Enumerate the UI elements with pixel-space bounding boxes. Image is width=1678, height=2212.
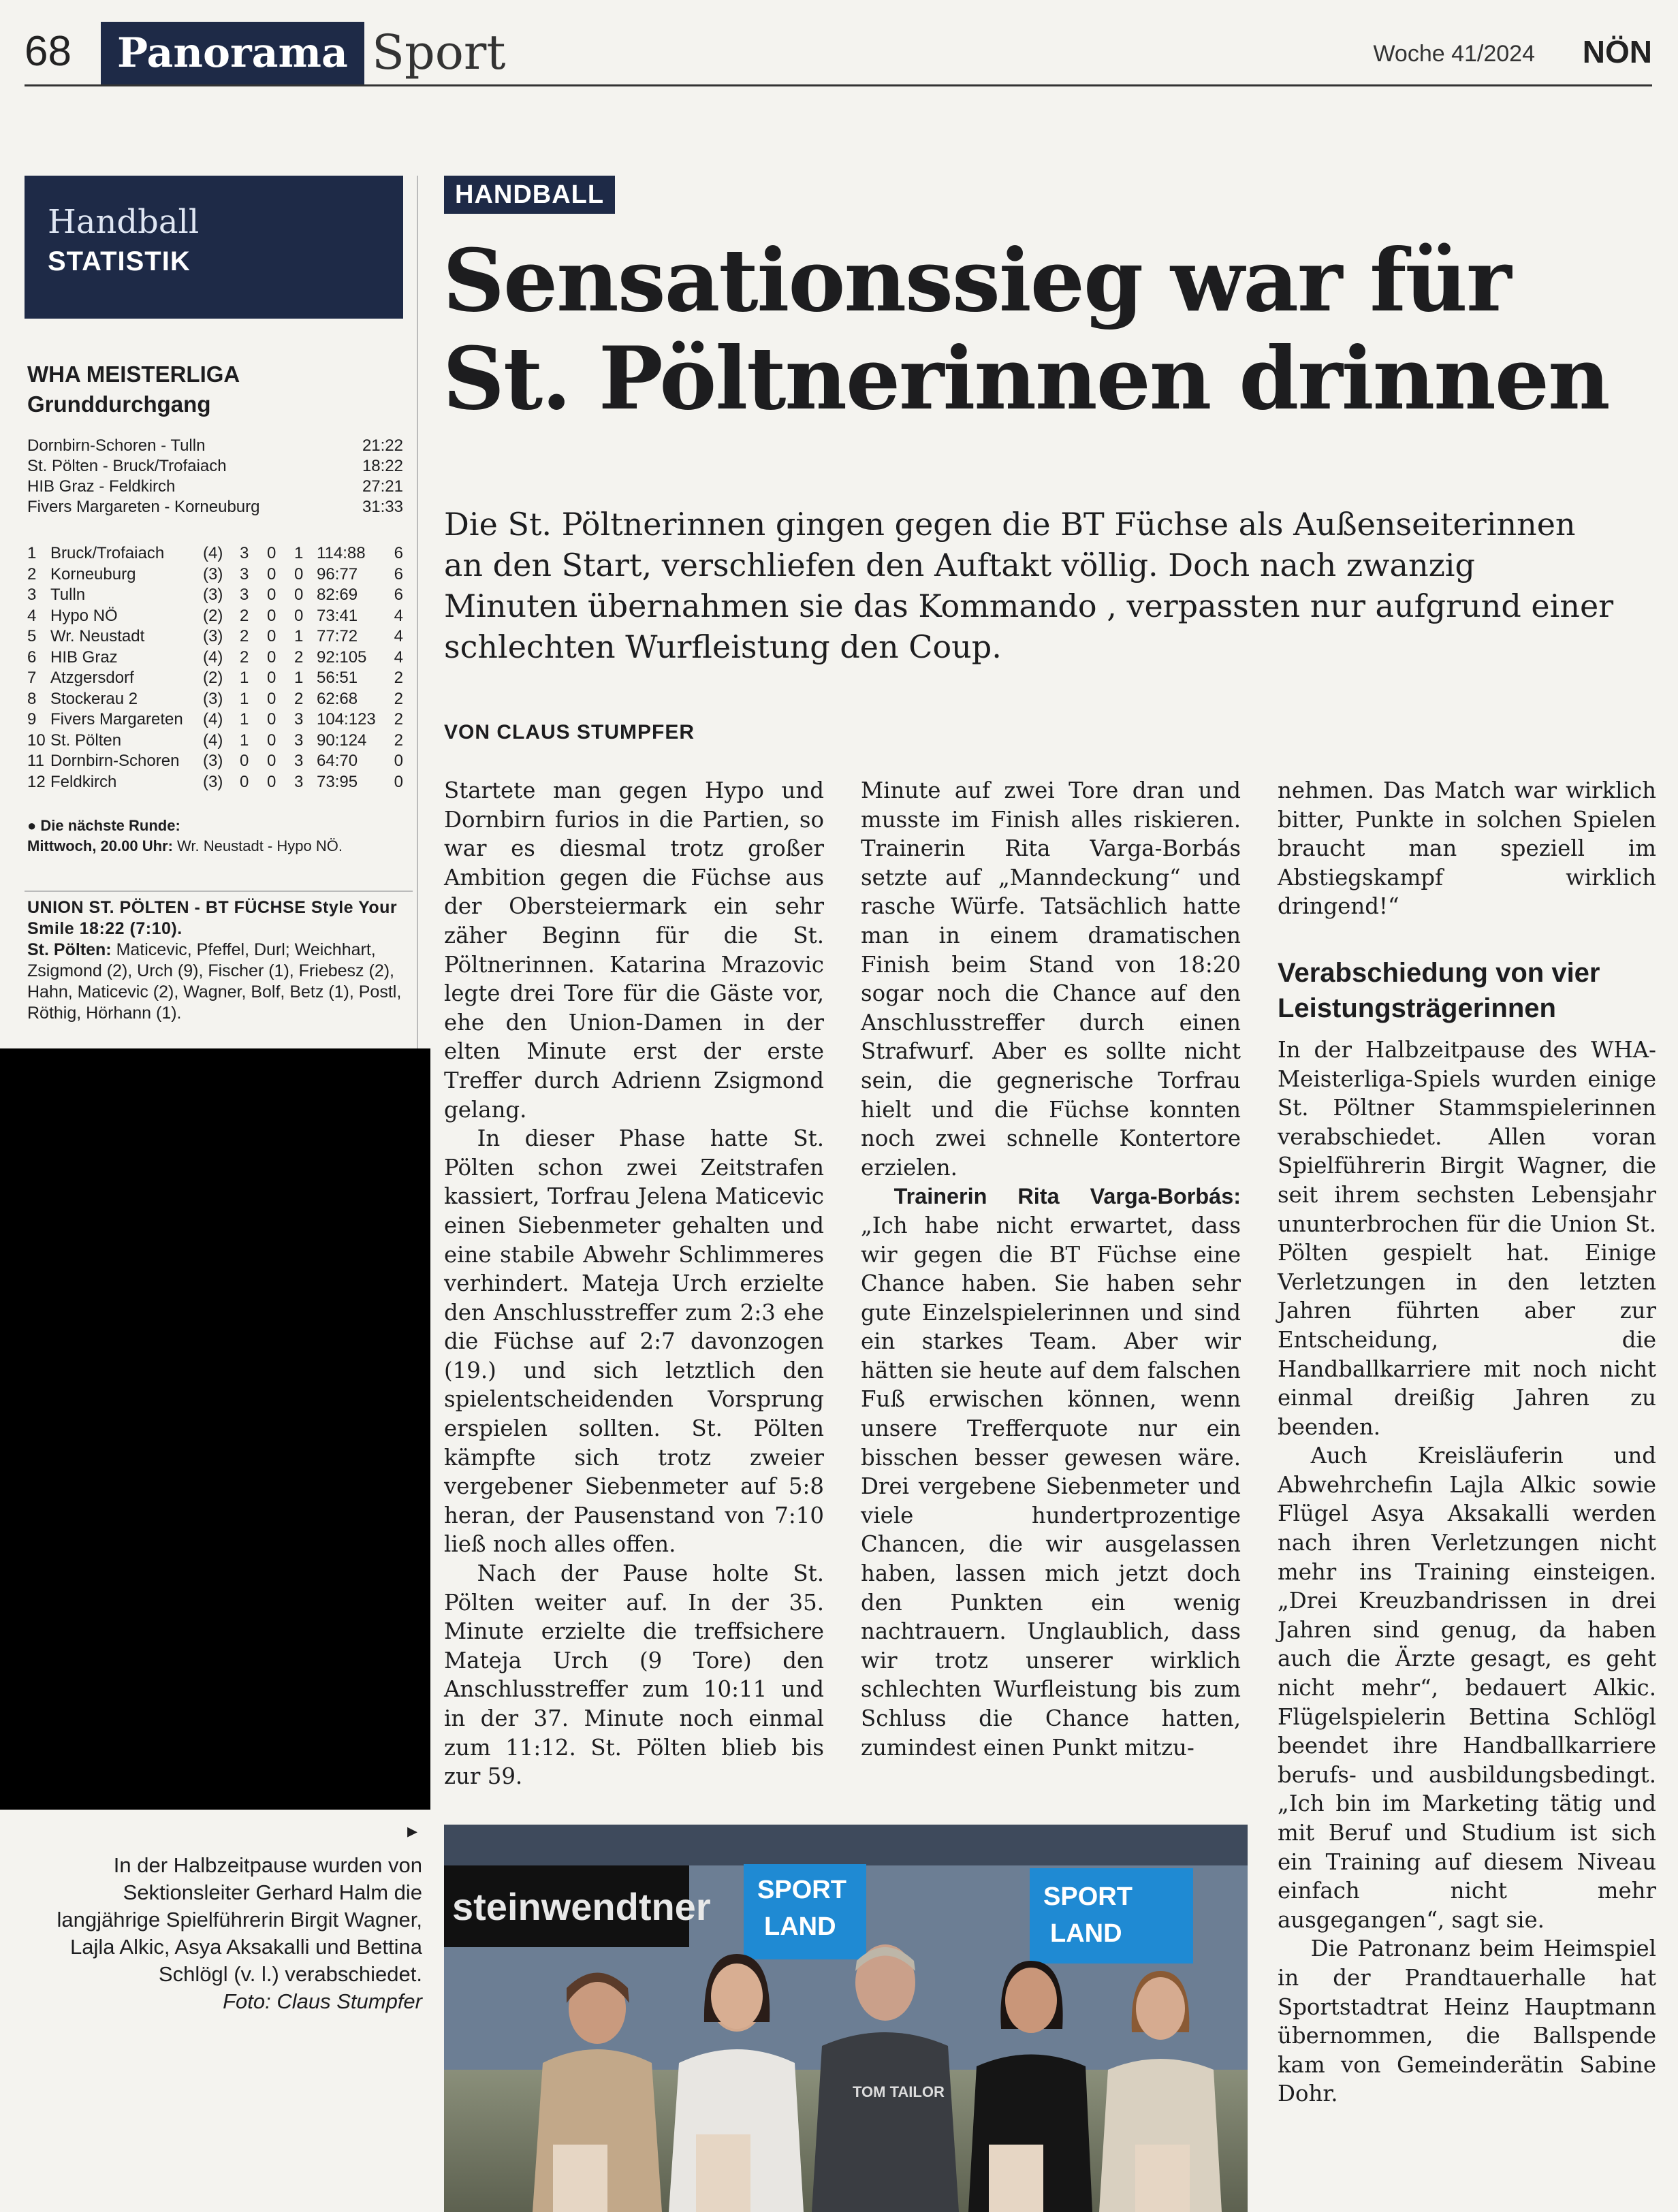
standings-cell-w: 3 [240,586,249,604]
standings-cell-w: 3 [240,544,249,562]
article-paragraph: In der Halbzeitpause des WHA-Meisterliga-Spiels wurden einige St. Pöltner Stammspielerinnen verabschiedet. Allen voran Spielführerin Birgit Wagner, die seit ihrem sechsten Lebensjahr ununterbrochen für die Union St. Pölten gespielt hat. Einige Verletzungen in den letzten Jahren führten aber zur Entscheidung, die Handballkarriere mit noch nicht einmal dreißig Jahren zu beenden. [1278,1036,1656,1440]
quote-speaker: Trainerin Rita Varga-Borbás: [893,1184,1241,1209]
article-paragraph: In dieser Phase hatte St. Pölten schon zwei Zeitstrafen kassiert, Torfrau Jelena Maticevic einen Siebenmeter gehalten und eine stabile Abwehr Schlimmeres verhindert. Mateja Urch erzielte den Anschlusstreffer zum 2:3 ehe die Füchse auf 2:7 davonzogen (19.) und sich letztlich den spielentscheidenden Vorsprung erspielen sollten. St. Pölten kämpfte sich trotz zweier vergebener Siebenmeter auf 5:8 heran, der Pausenstand von 7:10 ließ noch alles offen. [444,1125,824,1558]
article-paragraph: nehmen. Das Match war wirklich bitter, Punkte in solchen Spielen braucht man speziell im Abstiegskampf wirklich dringend!“ [1278,778,1656,920]
result-match: HIB Graz - Feldkirch [27,477,176,496]
article-paragraph: Startete man gegen Hypo und Dornbirn furios in die Partien, so war es diesmal trotz großer Ambition gegen die Füchse aus der Obersteiermark ein sehr zäher Beginn für die St. Pöltnerinnen. Katarina Mrazovic legte drei Tore für die Gäste vor, ehe den Union-Damen in der elten Minute erst der erste Treffer durch Adrienn Zsigmond gelang. [444,778,824,1123]
standings-cell-d: 0 [267,647,276,667]
standings-cell-rank: 8 [27,689,37,708]
standings-cell-d: 0 [267,606,276,625]
standings-cell-l: 2 [294,689,304,708]
standings-cell-l: 2 [294,647,304,667]
standings-cell-rank: 11 [27,752,44,770]
standings-cell-team: Fivers Margareten [50,710,183,728]
standings-row [27,585,403,605]
standings-row [27,543,403,564]
caption-arrow-icon: ▸ [407,1819,418,1843]
standings-cell-w: 3 [240,564,249,583]
standings-cell-rank: 5 [27,627,37,645]
article-column-2 [861,776,1241,1762]
standings-cell-rank: 2 [27,564,37,583]
article-subheading: Verabschiedung von vier Leistungsträgerinnen [1278,957,1600,1023]
bullet-icon: ● [27,817,41,834]
standings-cell-goals: 73:41 [317,606,358,625]
gift-bag [696,2134,750,2212]
standings-cell-d: 0 [267,627,276,645]
caption-text: In der Halbzeitpause wurden von Sektionsleiter Gerhard Halm die langjährige Spielführerin Birgit Wagner, Lajla Alkic, Asya Aksakalli und Bettina Schlögl (v. l.) verabschiedet. [57,1853,422,1986]
photo-ceiling [444,1825,1248,1865]
standings-cell-w: 2 [240,606,249,625]
header-rule [25,84,1652,86]
next-round [27,816,409,856]
section-label: Panorama [101,22,364,84]
sponsor-banner-text: steinwendtner [452,1885,711,1928]
standings-cell-rank: 10 [27,731,46,750]
result-row [27,477,403,497]
land-sign-text: LAND [1050,1919,1122,1948]
standings-cell-goals: 73:95 [317,772,358,791]
standings-cell-rank: 3 [27,586,37,604]
league-name: WHA MEISTERLIGA [27,362,240,387]
standings-cell-pts: 6 [394,586,403,604]
standings-cell-team: Bruck/Trofaiach [50,544,165,562]
result-row [27,456,403,477]
standings-cell-l: 0 [294,586,304,604]
article-column-3 [1278,776,1656,2109]
standings-cell-team: Tulln [50,586,86,604]
standings-cell-w: 1 [240,689,249,708]
gift-bag [989,2145,1043,2212]
standings-cell-l: 0 [294,606,304,625]
standings-cell-rank: 4 [27,606,37,625]
shirt-logo-text: TOM TAILOR [853,2083,945,2100]
standings-cell-played: (4) [203,731,223,750]
standings-cell-played: (3) [203,564,223,583]
result-match: St. Pölten - Bruck/Trofaiach [27,457,227,475]
standings-cell-rank: 6 [27,647,37,667]
standings-cell-played: (4) [203,544,223,562]
standings-cell-l: 3 [294,772,304,791]
standings-cell-d: 0 [267,669,276,687]
standings-cell-rank: 12 [27,772,46,791]
standings-cell-rank: 7 [27,669,37,687]
standings-cell-w: 0 [240,772,249,791]
standings-row [27,709,403,730]
standings-cell-played: (4) [203,710,223,728]
next-round-label: Die nächste Runde: [40,817,180,834]
standings-cell-l: 1 [294,544,304,562]
standings-cell-team: Dornbirn-Schoren [50,752,180,770]
result-score: 21:22 [362,436,403,455]
article-headline: Sensationssieg war für St. Pöltnerinnen drinnen [443,230,1609,429]
standings-cell-w: 2 [240,647,249,667]
standings-row [27,606,403,626]
standings-row [27,731,403,751]
standings-cell-l: 3 [294,710,304,728]
standings-cell-team: Wr. Neustadt [50,627,145,645]
standings-cell-pts: 2 [394,669,403,687]
result-score: 31:33 [362,498,403,516]
redacted-photo [0,1048,430,1810]
standings-cell-d: 0 [267,731,276,750]
standings-cell-played: (3) [203,752,223,770]
standings-cell-played: (3) [203,627,223,645]
standings-cell-team: Feldkirch [50,772,117,791]
article-column-1 [444,776,824,1791]
next-round-match: Wr. Neustadt - Hypo NÖ. [177,837,343,854]
standings-cell-goals: 114:88 [317,544,366,562]
standings-cell-played: (2) [203,606,223,625]
article-paragraph: Nach der Pause holte St. Pölten weiter auf. In der 35. Minute erzielte die treffsichere Mateja Urch (9 Tore) den Anschlusstreffer zum 10:11 und in der 37. Minute noch einmal zum 11:12. St. Pölten blieb bis zur 59. [444,1560,824,1790]
standings-cell-team: HIB Graz [50,647,118,667]
standings-cell-d: 0 [267,689,276,708]
result-match: Dornbirn-Schoren - Tulln [27,436,206,455]
standings-cell-l: 1 [294,669,304,687]
standings-row [27,626,403,647]
league-round: Grunddurchgang [27,391,211,417]
next-round-time: Mittwoch, 20.00 Uhr: [27,837,173,854]
standings-cell-goals: 90:124 [317,731,367,750]
article-byline: VON CLAUS STUMPFER [444,721,695,743]
standings-cell-pts: 4 [394,647,403,667]
standings-cell-pts: 2 [394,731,403,750]
game-lineup: Maticevic, Pfeffel, Durl; Weichhart, Zsigmond (2), Urch (9), Fischer (1), Friebesz (2), Hahn, Maticevic (2), Wagner, Bolf, Betz (1), Postl, Röthig, Hörhann (1). [27,940,402,1023]
standings-cell-goals: 92:105 [317,647,367,667]
standings-cell-w: 1 [240,669,249,687]
team-photo-illustration [444,1825,1248,2212]
result-score: 27:21 [362,477,403,496]
standings-cell-d: 0 [267,710,276,728]
standings-row [27,772,403,792]
standings-cell-goals: 82:69 [317,586,358,604]
standings-cell-w: 2 [240,627,249,645]
standings-cell-team: Korneuburg [50,564,136,583]
standings-cell-rank: 1 [27,544,37,562]
standings-cell-w: 1 [240,731,249,750]
brand-logo: NÖN [1582,34,1652,69]
standings-cell-l: 0 [294,564,304,583]
standings-cell-team: Stockerau 2 [50,689,138,708]
standings-cell-team: St. Pölten [50,731,122,750]
article-kicker: HANDBALL [444,176,615,214]
statistics-box [25,176,403,319]
result-row [27,436,403,456]
standings-cell-played: (3) [203,689,223,708]
standings-cell-goals: 96:77 [317,564,358,583]
statistics-box-subtitle: STATISTIK [48,246,191,276]
standings-row [27,668,403,688]
standings-cell-d: 0 [267,564,276,583]
gift-bag [553,2145,607,2212]
standings-cell-l: 3 [294,752,304,770]
standings-cell-d: 0 [267,772,276,791]
standings-cell-pts: 2 [394,710,403,728]
standings-cell-goals: 62:68 [317,689,358,708]
standings-cell-w: 1 [240,710,249,728]
standings-cell-pts: 2 [394,689,403,708]
statistics-box-title: Handball [48,203,200,241]
standings-row [27,751,403,771]
standings-cell-w: 0 [240,752,249,770]
article-lead: Die St. Pöltnerinnen gingen gegen die BT Füchse als Außenseiterinnen an den Start, verschliefen den Auftakt völlig. Doch nach zwanzig Minuten übernahmen sie das Kommando , verpassten nur aufgrund einer schlechten Wurfleistung den Coup. [444,506,1614,665]
land-sign-text: LAND [764,1912,836,1941]
standings-cell-played: (3) [203,772,223,791]
photo-credit: Foto: Claus Stumpfer [223,1989,422,2013]
standings-cell-team: Hypo NÖ [50,606,118,625]
sidebar-divider [417,176,418,1054]
issue-date: Woche 41/2024 [1373,41,1535,67]
standings-cell-played: (2) [203,669,223,687]
result-row [27,497,403,517]
standings-cell-d: 0 [267,586,276,604]
result-score: 18:22 [362,457,403,475]
standings-cell-goals: 104:123 [317,710,376,728]
standings-cell-l: 3 [294,731,304,750]
subsection-label: Sport [372,25,506,80]
standings-row [27,564,403,585]
sport-sign-text: SPORT [757,1876,846,1904]
league-heading [27,359,409,419]
standings-cell-goals: 64:70 [317,752,358,770]
standings-cell-d: 0 [267,752,276,770]
article-paragraph: Minute auf zwei Tore dran und musste im Finish alles riskieren. Trainerin Rita Varga-Borbás setzte auf „Manndeckung“ und rasche Würfe. Tatsächlich hatte man in einem dramatischen Finish beim Stand von 18:20 sogar noch die Chance auf den Anschlusstreffer durch einen Strafwurf. Aber es sollte nicht sein, die gegnerische Torfrau hielt und die Füchse konnten noch zwei schnelle Kontertore erzielen. [861,778,1241,1181]
standings-row [27,689,403,709]
photo-caption [27,1852,422,2015]
game-title: UNION ST. PÖLTEN - BT FÜCHSE Style Your Smile 18:22 (7:10). [27,898,398,938]
result-match: Fivers Margareten - Korneuburg [27,498,260,516]
standings-cell-pts: 4 [394,627,403,645]
game-team-label: St. Pölten: [27,940,112,959]
gift-bag [1135,2145,1190,2212]
standings-cell-pts: 4 [394,606,403,625]
standings-cell-d: 0 [267,544,276,562]
standings-cell-pts: 0 [394,752,403,770]
standings-cell-pts: 6 [394,544,403,562]
article-paragraph: Auch Kreisläuferin und Abwehrchefin Lajla Alkic sowie Flügel Asya Aksakalli werden nach ihren Verletzungen nicht mehr ins Training einsteigen. „Drei Kreuzbandrissen in drei Jahren sind genug, da haben auch die Ärzte gesagt, es geht nicht mehr“, bedauert Alkic. Flügelspielerin Bettina Schlögl beendet ihre Handballkarriere berufs- und ausbildungsbedingt. „Ich bin im Marketing tätig und mit Beruf und Studium ist sich ein Training auf diesem Niveau einfach nicht mehr ausgegangen“, sagt sie. [1278,1443,1656,1933]
page-number: 68 [25,28,72,75]
standings-cell-pts: 6 [394,564,403,583]
standings-cell-rank: 9 [27,710,37,728]
game-report [27,897,407,1024]
standings-cell-played: (4) [203,647,223,667]
sport-sign-text: SPORT [1043,1882,1133,1911]
standings-cell-team: Atzgersdorf [50,669,134,687]
standings-cell-pts: 0 [394,772,403,791]
quote-text: „Ich habe nicht erwartet, dass wir gegen die BT Füchse eine Chance haben. Sie haben sehr gute Einzelspielerinnen und sind ein starkes Team. Aber wir hätten sie heute auf dem falschen Fuß erwischen können, wenn unsere Trefferquote nur ein bisschen besser gewesen wäre. Drei vergebene Siebenmeter und viele hundertprozentige Chancen, die wir ausgelassen haben, lassen mich jetzt doch den Punkten ein wenig nachtrauern. Unglaublich, dass wir trotz unserer wirklich schlechten Wurfleistung bis zum Schluss die Chance hatten, zumindest einen Punkt mitzu- [861,1212,1241,1761]
standings-cell-l: 1 [294,627,304,645]
standings-cell-goals: 77:72 [317,627,358,645]
standings-cell-played: (3) [203,586,223,604]
article-paragraph: Die Patronanz beim Heimspiel in der Prandtauerhalle hat Sportstadtrat Heinz Hauptmann übernommen, die Ballspende kam von Gemeinderätin Sabine Dohr. [1278,1936,1656,2107]
standings-cell-goals: 56:51 [317,669,358,687]
team-photo [444,1825,1248,2212]
sidebar-rule [25,891,413,892]
standings-row [27,647,403,668]
